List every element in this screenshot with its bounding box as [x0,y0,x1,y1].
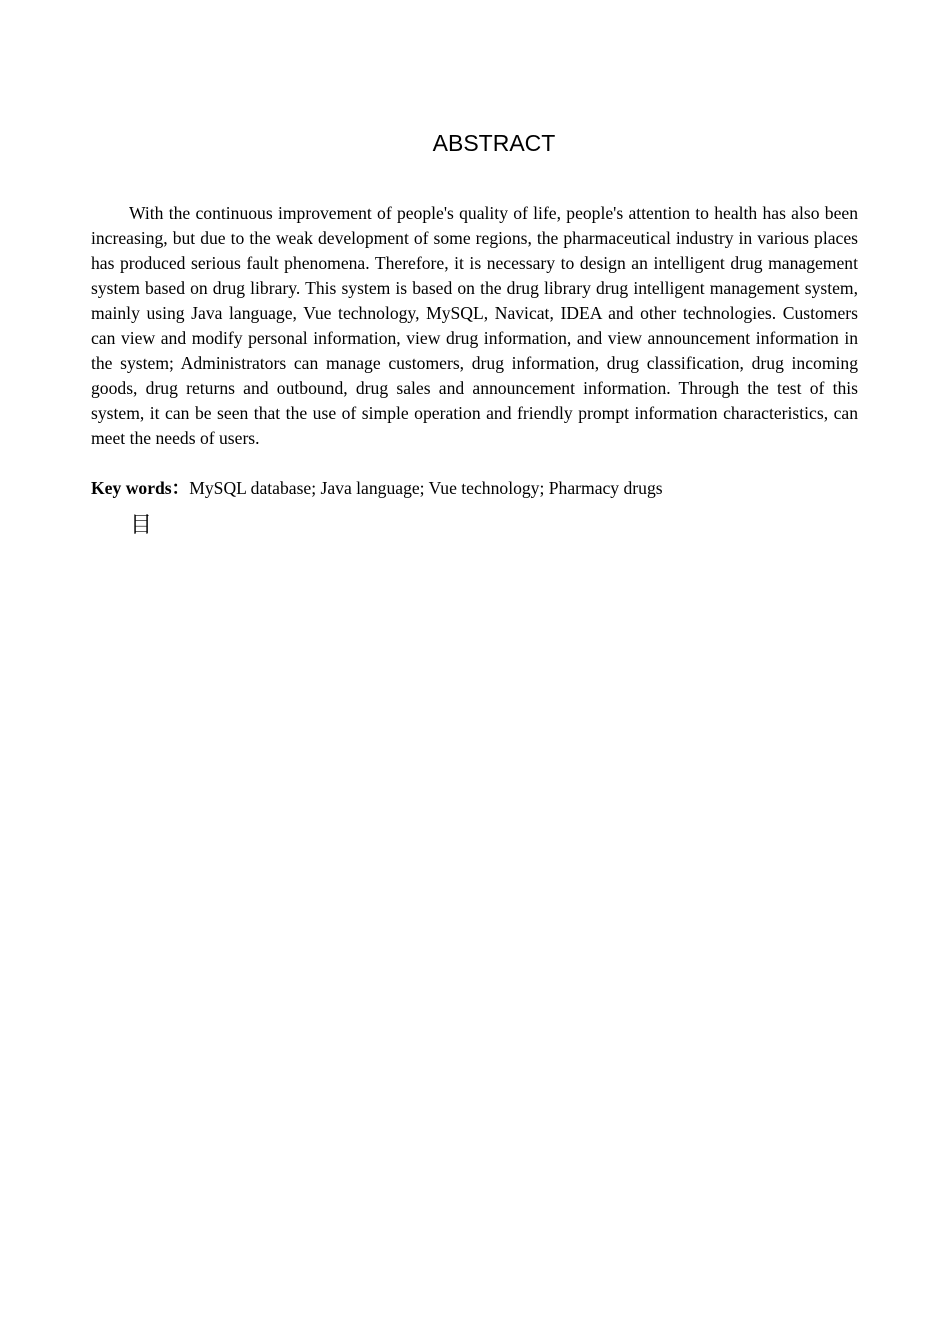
keywords-label: Key words： [91,478,190,498]
keywords-line [91,476,858,501]
abstract-paragraph: With the continuous improvement of people's quality of life, people's attention to health has also been increasing, but due to the weak development of some regions, the pharmaceutical industry in various places has produced serious fault phenomena. Therefore, it is necessary to design an intelligent drug management system based on drug library. This system is based on the drug library drug intelligent management system, mainly using Java language, Vue technology, MySQL, Navicat, IDEA and other technologies. Customers can view and modify personal information, view drug information, and view announcement information in the system; Administrators can manage customers, drug information, drug classification, drug incoming goods, drug returns and outbound, drug sales and announcement information. Through the test of this system, it can be seen that the use of simple operation and friendly prompt information characteristics, can meet the needs of users. [91,203,858,448]
keywords-text: MySQL database; Java language; Vue technology; Pharmacy drugs [189,478,663,498]
table-of-contents-heading: 目 [130,513,153,538]
abstract-title: ABSTRACT [432,130,556,156]
